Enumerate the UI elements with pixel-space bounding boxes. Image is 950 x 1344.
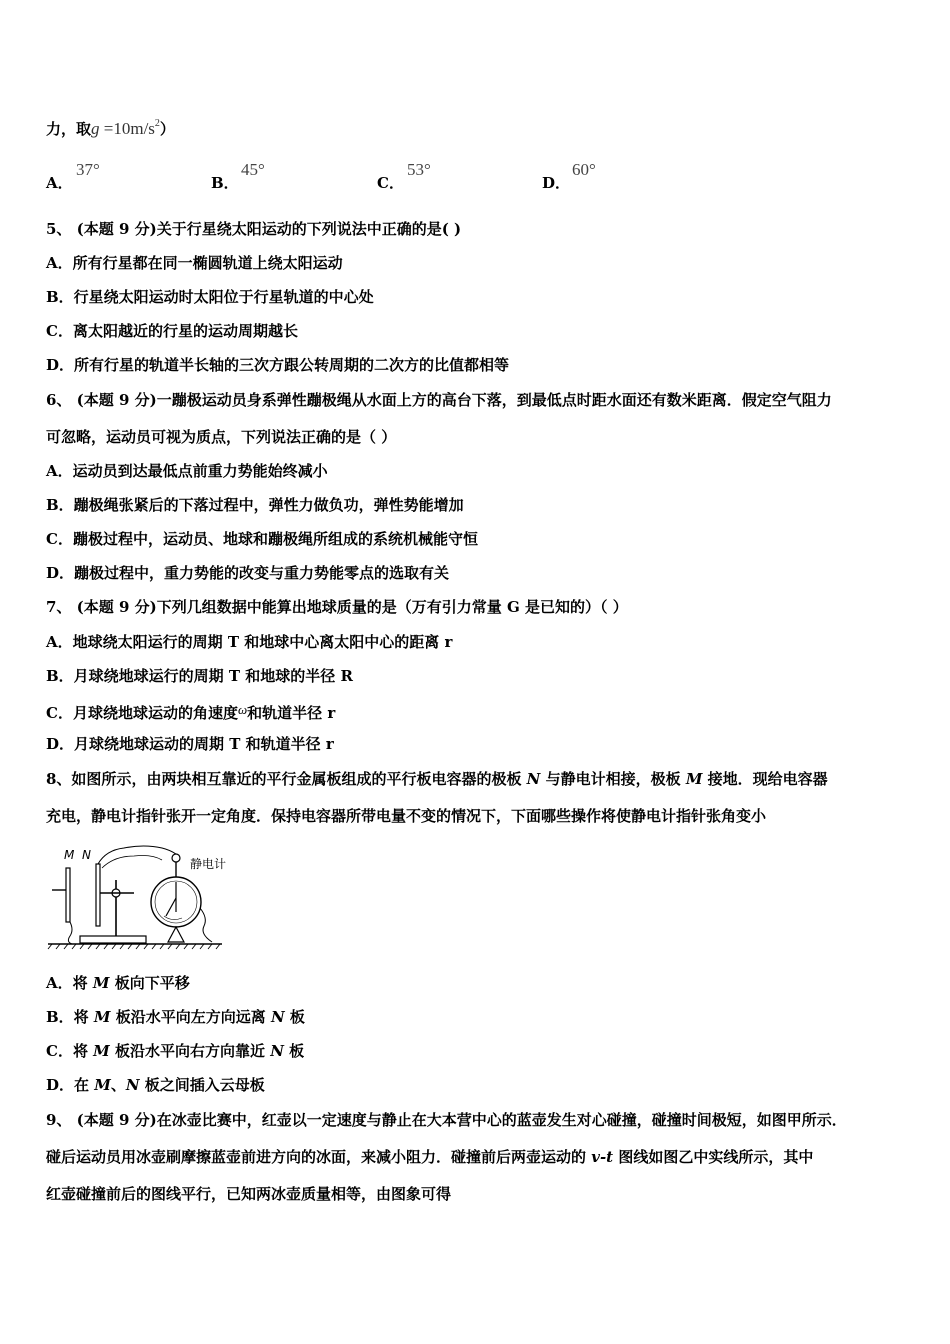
q7-option-c[interactable]: C．月球绕地球运动的角速度ω和轨道半径 r (46, 702, 336, 722)
q9-stem-line1: 9、 (本题 9 分)在冰壶比赛中，红壶以一定速度与静止在大本营中心的蓝壶发生对心碰撞，碰撞时间极短，如图甲所示． (46, 1111, 847, 1129)
q9-stem-line3: 红壶碰撞前后的图线平行，已知两冰壶质量相等，由图象可得 (46, 1185, 452, 1203)
q9-stem-line2: 碰后运动员用冰壶刷摩擦蓝壶前进方向的冰面，来减小阻力．碰撞前后两壶运动的 v-t 图线如图乙中实线所示，其中 (46, 1148, 814, 1166)
label-n: N (82, 848, 91, 862)
q5-option-d[interactable]: D．所有行星的轨道半长轴的三次方跟公转周期的二次方的比值都相等 (46, 356, 510, 374)
q4-options: A． 37° B． 45° C． 53° D． 60° (46, 160, 596, 192)
q8-option-a[interactable]: A．将 M 板向下平移 (46, 974, 190, 992)
q7-option-a[interactable]: A．地球绕太阳运行的周期 T 和地球中心离太阳中心的距离 r (46, 633, 453, 651)
q5-option-a[interactable]: A．所有行星都在同一椭圆轨道上绕太阳运动 (46, 254, 343, 272)
q4-stem-tail: 力，取$g =10m/s^2$） (46, 118, 175, 138)
q8-option-c[interactable]: C．将 M 板沿水平向右方向靠近 N 板 (46, 1042, 305, 1060)
q7-stem: 7、 (本题 9 分)下列几组数据中能算出地球质量的是（万有引力常量 G 是已知的）（ ） (46, 598, 628, 616)
q6-option-c[interactable]: C．蹦极过程中，运动员、地球和蹦极绳所组成的系统机械能守恒 (46, 530, 478, 548)
q5-option-c[interactable]: C．离太阳越近的行星的运动周期越长 (46, 322, 298, 340)
q6-stem-line1: 6、 (本题 9 分)一蹦极运动员身系弹性蹦极绳从水面上方的高台下落，到最低点时距水面还有数米距离．假定空气阻力 (46, 391, 832, 409)
q7-option-b[interactable]: B．月球绕地球运行的周期 T 和地球的半径 R (46, 667, 353, 685)
q6-stem-line2: 可忽略，运动员可视为质点，下列说法正确的是（ ） (46, 428, 397, 446)
q6-option-d[interactable]: D．蹦极过程中，重力势能的改变与重力势能零点的选取有关 (46, 564, 450, 582)
q6-option-a[interactable]: A．运动员到达最低点前重力势能始终减小 (46, 462, 328, 480)
q5-stem: 5、 (本题 9 分)关于行星绕太阳运动的下列说法中正确的是( ) (46, 220, 462, 238)
q6-option-b[interactable]: B．蹦极绳张紧后的下落过程中，弹性力做负功，弹性势能增加 (46, 496, 464, 514)
capacitor-electrometer-figure (44, 838, 244, 954)
q8-option-d[interactable]: D．在 M、N 板之间插入云母板 (46, 1076, 265, 1094)
gravity-formula: $g =10m/s^2$ (91, 118, 160, 138)
label-electrometer: 静电计 (190, 857, 227, 871)
q8-stem-line1: 8、如图所示，由两块相互靠近的平行金属板组成的平行板电容器的极板 N 与静电计相接，极板 M 接地．现给电容器 (46, 770, 828, 788)
q7-option-d[interactable]: D．月球绕地球运动的周期 T 和轨道半径 r (46, 735, 334, 753)
q8-option-b[interactable]: B．将 M 板沿水平向左方向远离 N 板 (46, 1008, 305, 1026)
q5-option-b[interactable]: B．行星绕太阳运动时太阳位于行星轨道的中心处 (46, 288, 374, 306)
q4-stem-text: 力，取 (46, 120, 92, 138)
omega-symbol: ω (237, 702, 248, 717)
label-m: M (64, 848, 75, 862)
q8-stem-line2: 充电，静电计指针张开一定角度．保持电容器所带电量不变的情况下，下面哪些操作将使静电计指针张角变小 (46, 807, 767, 825)
